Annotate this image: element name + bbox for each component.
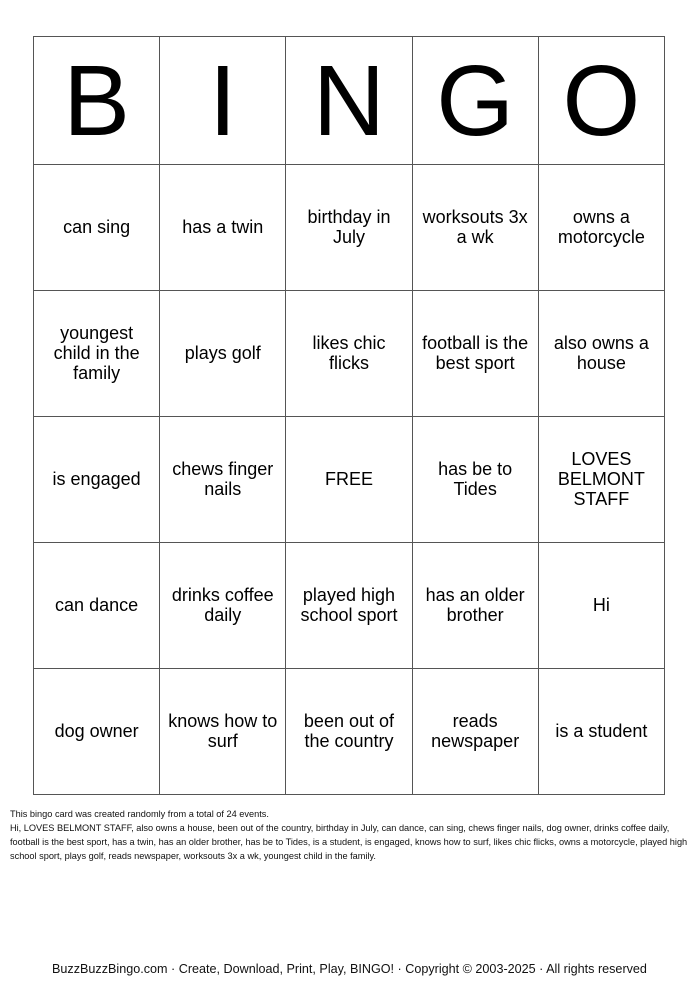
header-letter-g: G <box>412 37 538 165</box>
info-events-list: Hi, LOVES BELMONT STAFF, also owns a house, been out of the country, birthday in July, can dance, can sing, chews finger nails, dog owner, drinks coffee daily, football is the best sport, has a twin, has an older brother, has be to Tides, is a student, is engaged, knows how to surf, likes chic flicks, owns a motorcycle, played high school sport, plays golf, reads newspaper, worksouts 3x a wk, youngest child in the family. <box>10 823 688 861</box>
bingo-cell: drinks coffee daily <box>160 542 286 668</box>
bingo-card <box>33 36 665 795</box>
bingo-cell: can sing <box>34 165 160 291</box>
bingo-row <box>34 668 665 794</box>
header-row <box>34 37 665 165</box>
header-letter-o: O <box>538 37 664 165</box>
bingo-cell: birthday in July <box>286 165 412 291</box>
bingo-cell: has a twin <box>160 165 286 291</box>
bingo-cell: likes chic flicks <box>286 290 412 416</box>
bingo-cell: chews finger nails <box>160 416 286 542</box>
bingo-cell: youngest child in the family <box>34 290 160 416</box>
bingo-cell: has be to Tides <box>412 416 538 542</box>
bingo-row <box>34 416 665 542</box>
bingo-cell: is engaged <box>34 416 160 542</box>
header-letter-b: B <box>34 37 160 165</box>
bingo-cell: is a student <box>538 668 664 794</box>
bingo-row <box>34 165 665 291</box>
bingo-cell: can dance <box>34 542 160 668</box>
footer-copyright: BuzzBuzzBingo.com · Create, Download, Print, Play, BINGO! · Copyright © 2003-2025 · All rights reserved <box>52 962 647 976</box>
bingo-cell: has an older brother <box>412 542 538 668</box>
bingo-cell: LOVES BELMONT STAFF <box>538 416 664 542</box>
bingo-cell: been out of the country <box>286 668 412 794</box>
bingo-cell: also owns a house <box>538 290 664 416</box>
bingo-cell: dog owner <box>34 668 160 794</box>
bingo-cell: Hi <box>538 542 664 668</box>
bingo-row <box>34 290 665 416</box>
bingo-cell: knows how to surf <box>160 668 286 794</box>
bingo-row <box>34 542 665 668</box>
bingo-cell: reads newspaper <box>412 668 538 794</box>
card-info <box>10 807 690 863</box>
bingo-cell: worksouts 3x a wk <box>412 165 538 291</box>
info-summary: This bingo card was created randomly from a total of 24 events. <box>10 809 269 819</box>
header-letter-n: N <box>286 37 412 165</box>
bingo-cell: owns a motorcycle <box>538 165 664 291</box>
header-letter-i: I <box>160 37 286 165</box>
free-space-cell: FREE <box>286 416 412 542</box>
bingo-cell: played high school sport <box>286 542 412 668</box>
bingo-cell: football is the best sport <box>412 290 538 416</box>
bingo-cell: plays golf <box>160 290 286 416</box>
